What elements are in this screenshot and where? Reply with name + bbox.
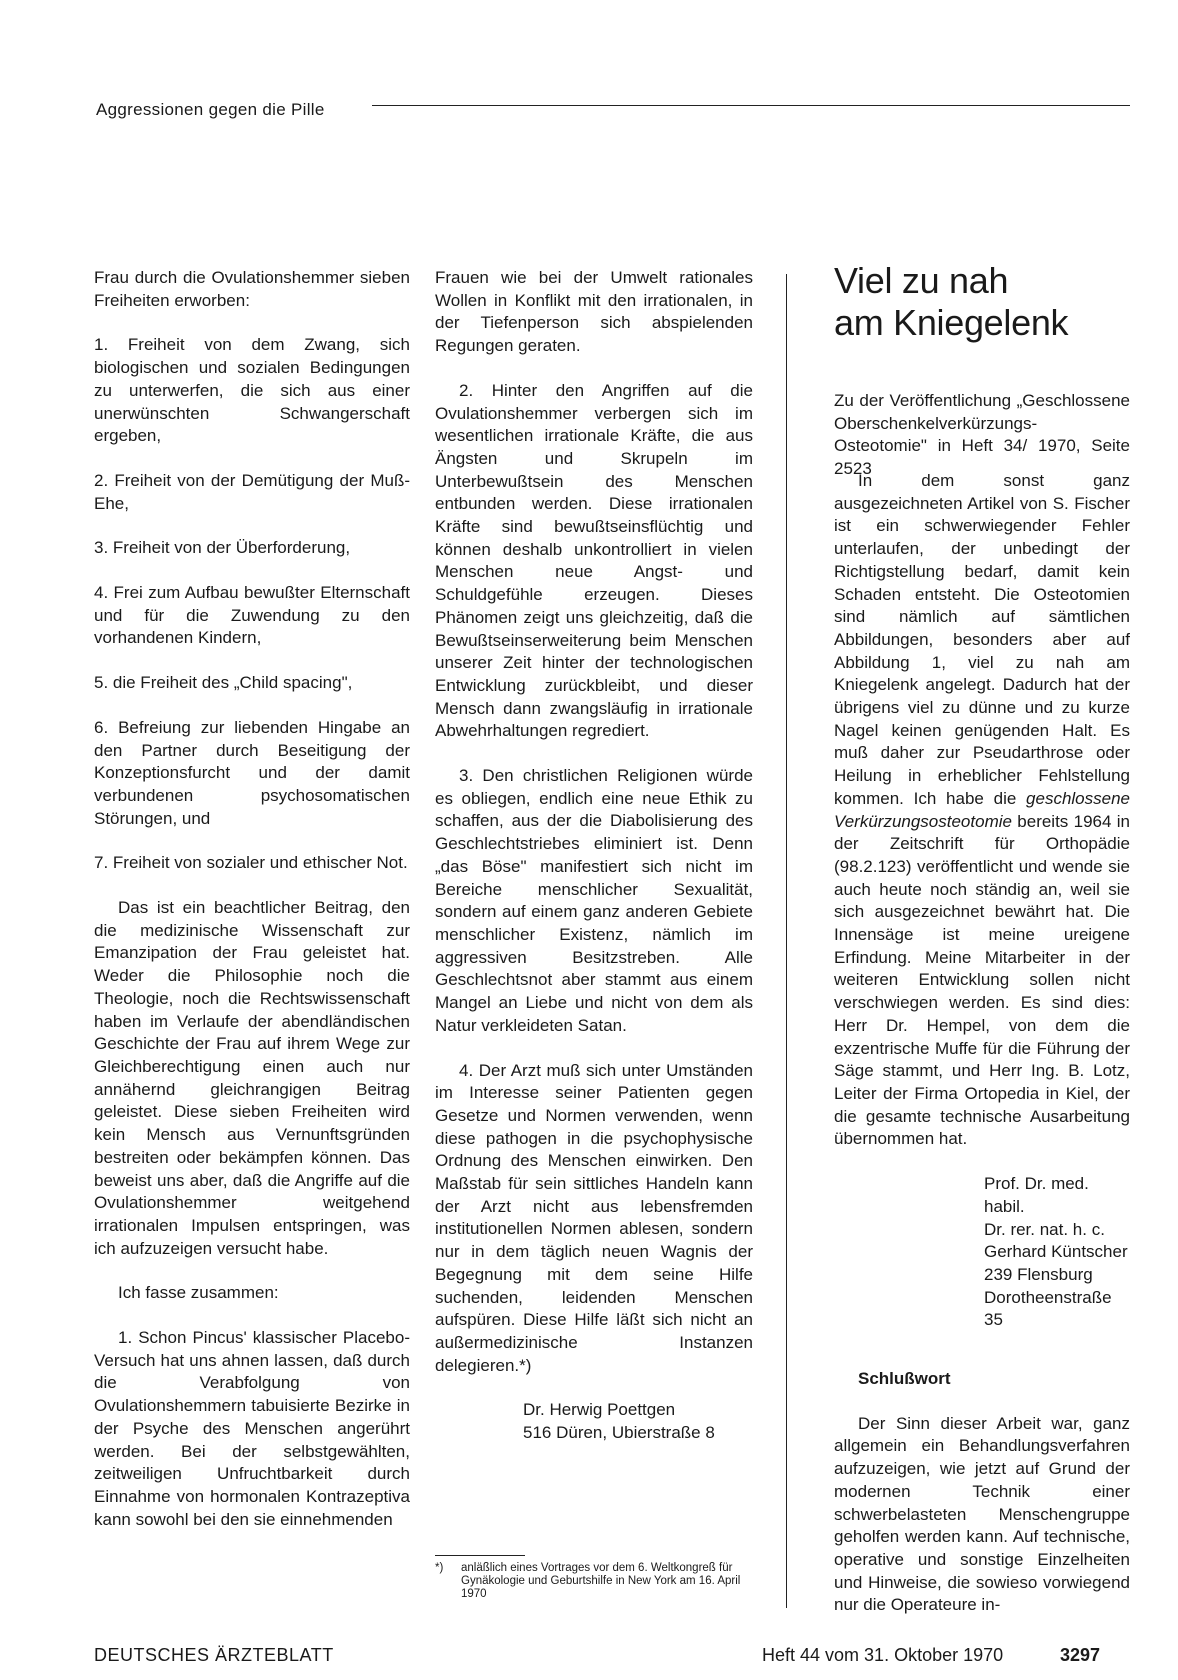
letter-text: In dem sonst ganz ausgezeichneten Artikel von S. Fischer ist ein schwerwiegender Fehler unterlaufen, der unbedingt der Richtigstellung bedarf, damit kein Schaden entsteht. Die Osteotomien sind nämlich auf sämtlichen Abbildungen, besonders aber auf Abbildung 1, viel zu nah am Kniegelenk angelegt. Dadurch hat der übrigens viel zu dünne und zu kurze Nagel keinen genügenden Halt. Es muß daher zur Pseudarthrose oder Heilung in erheblicher Fehlstellung kommen. Ich habe die [834, 471, 1130, 808]
closing-heading: Schlußwort [858, 1369, 951, 1389]
headline-line: Viel zu nah [834, 260, 1009, 301]
headline-line: am Kniegelenk [834, 302, 1069, 343]
paragraph: Das ist ein beachtlicher Beitrag, den die medizinische Wissenschaft zur Emanzipation der Frau geleistet hat. Weder die Philosophie noch die Theologie, noch die Rechtswissenschaft haben im Verlaufe der abendländischen Geschichte der Frau auf ihrem Wege zur Gleichberechtigung einen auch nur annähernd gleichrangigen Beitrag geleistet. Diese sieben Freiheiten wird kein Mensch aus Vernunftsgründen bestreiten oder bekämpfen können. Das beweist uns aber, daß die Angriffe auf die Ovulationshemmer weitgehend irrationalen Impulsen entspringen, was ich aufzuzeigen versucht habe. [94, 898, 410, 1258]
letter-paragraph [834, 470, 1130, 1151]
header-rule [372, 105, 1130, 106]
page-number: 3297 [1060, 1645, 1101, 1665]
signature-line: 516 Düren, Ubierstraße 8 [523, 1423, 715, 1443]
author-signature [523, 1399, 753, 1444]
journal-name: DEUTSCHES ÄRZTEBLATT [94, 1645, 334, 1665]
paragraph: Frauen wie bei der Umwelt rationales Wollen in Konflikt mit den irrationalen, in der Tiefenperson sich abspielenden Regungen geraten. [435, 268, 753, 356]
paragraph: 2. Hinter den Angriffen auf die Ovulationshemmer verbergen sich im wesentlichen irrationale Kräfte, die aus Ängsten und Skrupeln im Unterbewußtsein des Menschen entbunden werden. Diese irrationalen Kräfte sind bewußtseinsflüchtig und können deshalb unkontrolliert in vielen Menschen neue Angst- und Schuldgefühle erzeugen. Dieses Phänomen zeigt uns gleichzeitig, daß die Bewußtseinserweiterung beim Menschen unserer Zeit hinter der technologischen Entwicklung zurückbleibt, und dieser Mensch dann zwangsläufig in irrationale Abwehrhaltungen regrediert. [435, 380, 753, 741]
paragraph: 1. Schon Pincus' klassischer Placebo-Versuch hat uns ahnen lassen, daß durch die Verabfolgung von Ovulationshemmern tabuisierte Bezirke in der Psyche des Menschen angerührt werden. Bei der selbstgewählten, zeitweiligen Unfruchtbarkeit durch Einnahme von hormonalen Kontrazeptiva kann sowohl bei den sie einnehmenden [94, 1328, 410, 1529]
paragraph: Frau durch die Ovulationshemmer sieben Freiheiten erworben: [94, 268, 410, 310]
footnote [435, 1562, 753, 1601]
signature-line: Dr. Herwig Poettgen [523, 1400, 676, 1420]
signature-line: 239 Flensburg [984, 1264, 1093, 1284]
paragraph: 2. Freiheit von der Demütigung der Muß-Ehe, [94, 470, 410, 513]
author-signature [984, 1173, 1130, 1332]
article-headline [834, 260, 1068, 344]
signature-line: Gerhard Küntscher [984, 1242, 1128, 1262]
paragraph: 4. Frei zum Aufbau bewußter Elternschaft und für die Zuwendung zu den vorhandenen Kindern, [94, 583, 410, 648]
paragraph: Ich fasse zusammen: [118, 1283, 279, 1303]
column-1 [94, 267, 410, 1553]
signature-line: Prof. Dr. med. habil. [984, 1174, 1089, 1216]
signature-line: Dr. rer. nat. h. c. [984, 1219, 1105, 1239]
signature-line: Dorotheenstraße 35 [984, 1287, 1112, 1330]
paragraph: 6. Befreiung zur liebenden Hingabe an den Partner durch Beseitigung der Konzeptionsfurcht und der damit verbundenen psychosomatischen Störungen, und [94, 717, 410, 828]
paragraph: 4. Der Arzt muß sich unter Umständen im Interesse seiner Patienten gegen Gesetze und Normen verwenden, wenn diese pathogen in die psychophysische Ordnung des Menschen einwirken. Den Maßstab für sein sittliches Handeln kann der Arzt nicht aus lebensfremden institutionellen Normen ablesen, sondern nur in dem täglich neuen Wagnis der Begegnung mit dem seine Hilfe suchenden, leidenden Menschen aufspüren. Diese Hilfe läßt sich nicht an außermedizinische Instanzen delegieren.*) [435, 1060, 753, 1375]
paragraph: 3. Den christlichen Religionen würde es obliegen, endlich eine neue Ethik zu schaffen, aus der die Diabolisierung des Geschlechtstriebes eliminiert ist. Denn „das Böse" manifestiert sich nicht im Bereiche menschlicher Sexualität, sondern auf einem ganz anderen Gebiete menschlicher Existenz, nämlich im aggressiven Besitzstreben. Alle Geschlechtsnot aber stammt aus einem Mangel an Liebe und nicht von dem als Natur verkleideten Satan. [435, 766, 753, 1035]
paragraph: 5. die Freiheit des „Child spacing", [94, 673, 353, 693]
column-2 [435, 267, 753, 1467]
footnote-mark: *) [435, 1562, 444, 1574]
column-3 [834, 470, 1130, 1639]
letter-text: bereits 1964 in der Zeitschrift für Orthopädie (98.2.123) veröffentlicht und wende sie auch heute noch ständig an, weil sie sich ausgezeichnet bewährt hat. Die Innensäge ist meine ureigene Erfindung. Meine Mitarbeiter in der weiteren Entwicklung sollen nicht verschwiegen werden. Es sind dies: Herr Dr. Hempel, von dem die exzentrische Muffe für die Führung der Säge stammt, und Herr Ing. B. Lotz, Leiter der Firma Ortopedia in Kiel, der die gesamte technische Ausarbeitung übernommen hat. [834, 811, 1130, 1149]
paragraph: 7. Freiheit von sozialer und ethischer Not. [94, 853, 408, 873]
article-subhead: Zu der Veröffentlichung „Geschlossene Oberschenkelverkürzungs-Osteotomie" in Heft 34/ 1970, Seite 2523 [834, 391, 1130, 479]
issue-info: Heft 44 vom 31. Oktober 1970 [762, 1645, 1004, 1665]
letter-italic-text: geschlossene Verkürzungsosteotomie [834, 788, 1130, 831]
closing-paragraph: Der Sinn dieser Arbeit war, ganz allgemein ein Behandlungsverfahren aufzuzeigen, wie jetzt auf Grund der modernen Technik einer schwerbelasteten Menschengruppe geholfen werden kann. Auf technische, operative und sonstige Einzelheiten und Hinweise, die sowieso vorwiegend nur die Operateure in- [834, 1413, 1130, 1615]
paragraph: 3. Freiheit von der Überforderung, [94, 538, 351, 558]
column-divider [786, 274, 787, 1608]
paragraph: 1. Freiheit von dem Zwang, sich biologischen und sozialen Bedingungen zu unterwerfen, die sich aus einer unerwünschten Schwangerschaft ergeben, [94, 335, 410, 446]
running-title: Aggressionen gegen die Pille [96, 100, 325, 119]
footnote-rule [435, 1555, 525, 1556]
footnote-text: anläßlich eines Vortrages vor dem 6. Weltkongreß für Gynäkologie und Geburtshilfe in New York am 16. April 1970 [461, 1562, 741, 1600]
